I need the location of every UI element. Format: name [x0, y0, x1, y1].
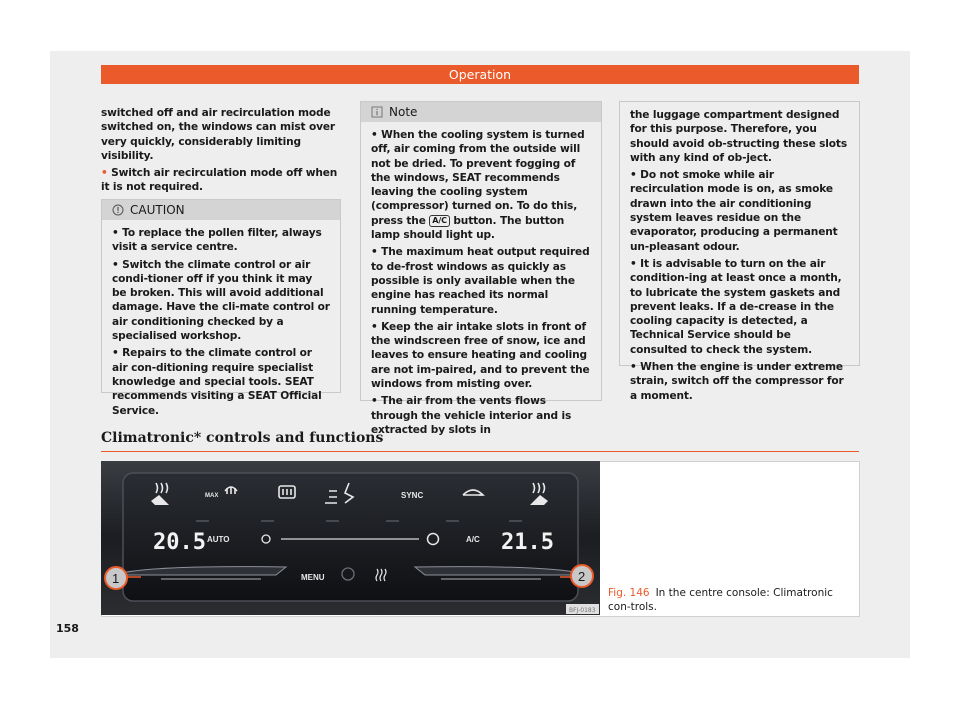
right-item: [630, 168, 849, 254]
auto-label[interactable]: AUTO: [207, 535, 230, 544]
right-item-text: When the engine is under extreme strain, switch off the compressor for a moment.: [630, 361, 844, 402]
caution-item: [112, 258, 330, 344]
bullet-icon: •: [371, 320, 378, 333]
bullet-icon: •: [630, 361, 637, 374]
section-divider: [101, 451, 859, 452]
right-item-text: It is advisable to turn on the air condition-ing at least once a month, to lubricate the system gaskets and prevent leaks. If a de-crease in the cooling capacity is detected, a Technical Service should be consulted to check the system.: [630, 257, 842, 356]
figure-code: BFJ-0183: [569, 607, 596, 614]
right-item: [630, 360, 849, 403]
note-item: [371, 394, 591, 437]
callout-2-label: 2: [578, 569, 586, 584]
note-item-text: The maximum heat output required to de-frost windows as quickly as possible is only available when the engine has reached its normal running temperature.: [371, 246, 590, 316]
bullet-icon: •: [101, 167, 108, 180]
note-item: [371, 245, 591, 316]
ac-label[interactable]: A/C: [466, 535, 480, 544]
caution-title: CAUTION: [130, 203, 185, 217]
temperature-right: 21.5: [501, 530, 554, 555]
left-column: [101, 106, 339, 198]
max-label: MAX: [205, 493, 219, 499]
menu-label[interactable]: MENU: [301, 573, 325, 582]
note-title: Note: [389, 105, 418, 119]
page-header: Operation: [101, 65, 859, 84]
sync-label[interactable]: SYNC: [401, 491, 424, 500]
right-paragraph: the luggage compartment designed for this purpose. Therefore, you should avoid ob-structing these slots with any kind of ob-ject.: [630, 109, 847, 164]
info-icon: [371, 106, 383, 118]
note-item-text: When the cooling system is turned off, air coming from the outside will not be dried. To prevent fogging of the windows, SEAT recommends leaving the cooling system (compressor) turned on. To do this, press the: [371, 129, 585, 227]
figure-caption: [608, 586, 858, 614]
caution-item-text: Switch the climate control or air condi-tioner off if you think it may be broken. This will avoid additional damage. Have the cli-mate control or air conditioning checked by a specialised workshop.: [112, 258, 330, 343]
caution-box: [101, 199, 341, 417]
page-number: 158: [56, 622, 79, 635]
caution-item: [112, 226, 330, 255]
climatronic-panel-image: [101, 461, 600, 615]
bullet-icon: •: [112, 258, 119, 271]
bullet-icon: •: [371, 129, 378, 141]
left-bullet-text: Switch air recirculation mode off when it is not required.: [101, 167, 338, 194]
right-item: [630, 257, 849, 357]
caution-item: [112, 346, 330, 417]
note-header: [361, 102, 601, 122]
temperature-left: 20.5: [153, 530, 206, 555]
bullet-icon: •: [112, 347, 119, 360]
figure-number: Fig. 146: [608, 587, 650, 599]
bullet-icon: •: [630, 169, 637, 182]
max-defrost-icon[interactable]: [225, 487, 237, 494]
note-item-text: Keep the air intake slots in front of the windscreen free of snow, ice and leaves to ensure heating and cooling are not im-paired, and to prevent the windows from misting over.: [371, 320, 590, 391]
note-item-text: button. The button lamp should light up.: [371, 214, 565, 242]
climatronic-panel-svg: [101, 461, 600, 615]
bullet-icon: •: [630, 257, 637, 270]
note-body: [361, 122, 601, 446]
left-paragraph: switched off and air recirculation mode switched on, the windows can mist over very quickly, considerably limiting visibility.: [101, 107, 335, 162]
note-item: [371, 128, 591, 242]
note-item-text: The air from the vents flows through the vehicle interior and is extracted by slots in: [371, 395, 572, 436]
caution-item-text: To replace the pollen filter, always visit a service centre.: [112, 227, 322, 254]
ac-button-icon: A/C: [429, 215, 450, 227]
caution-header: [102, 200, 340, 220]
bullet-icon: •: [371, 395, 378, 408]
figure-caption-text: In the centre console: Climatronic con-trols.: [608, 587, 833, 613]
caution-body: [102, 220, 340, 427]
callout-1-label: 1: [112, 571, 120, 586]
note-item: [371, 320, 591, 391]
bullet-icon: •: [112, 227, 119, 239]
note-box: [360, 101, 602, 436]
note-continuation-box: [619, 101, 860, 402]
bullet-icon: •: [371, 246, 378, 259]
section-title: Climatronic* controls and functions: [101, 430, 384, 446]
caution-item-text: Repairs to the climate control or air con-ditioning require specialist knowledge and special tools. SEAT recommends visiting a SEAT Official Service.: [112, 347, 322, 417]
caution-icon: [112, 204, 124, 216]
left-bullet: [101, 166, 339, 195]
menu-knob[interactable]: [342, 568, 354, 580]
right-item-text: Do not smoke while air recirculation mode is on, as smoke drawn into the air conditioning system leaves residue on the evaporator, producing a permanent un-pleasant odour.: [630, 169, 838, 253]
note-continuation-body: [620, 102, 859, 412]
